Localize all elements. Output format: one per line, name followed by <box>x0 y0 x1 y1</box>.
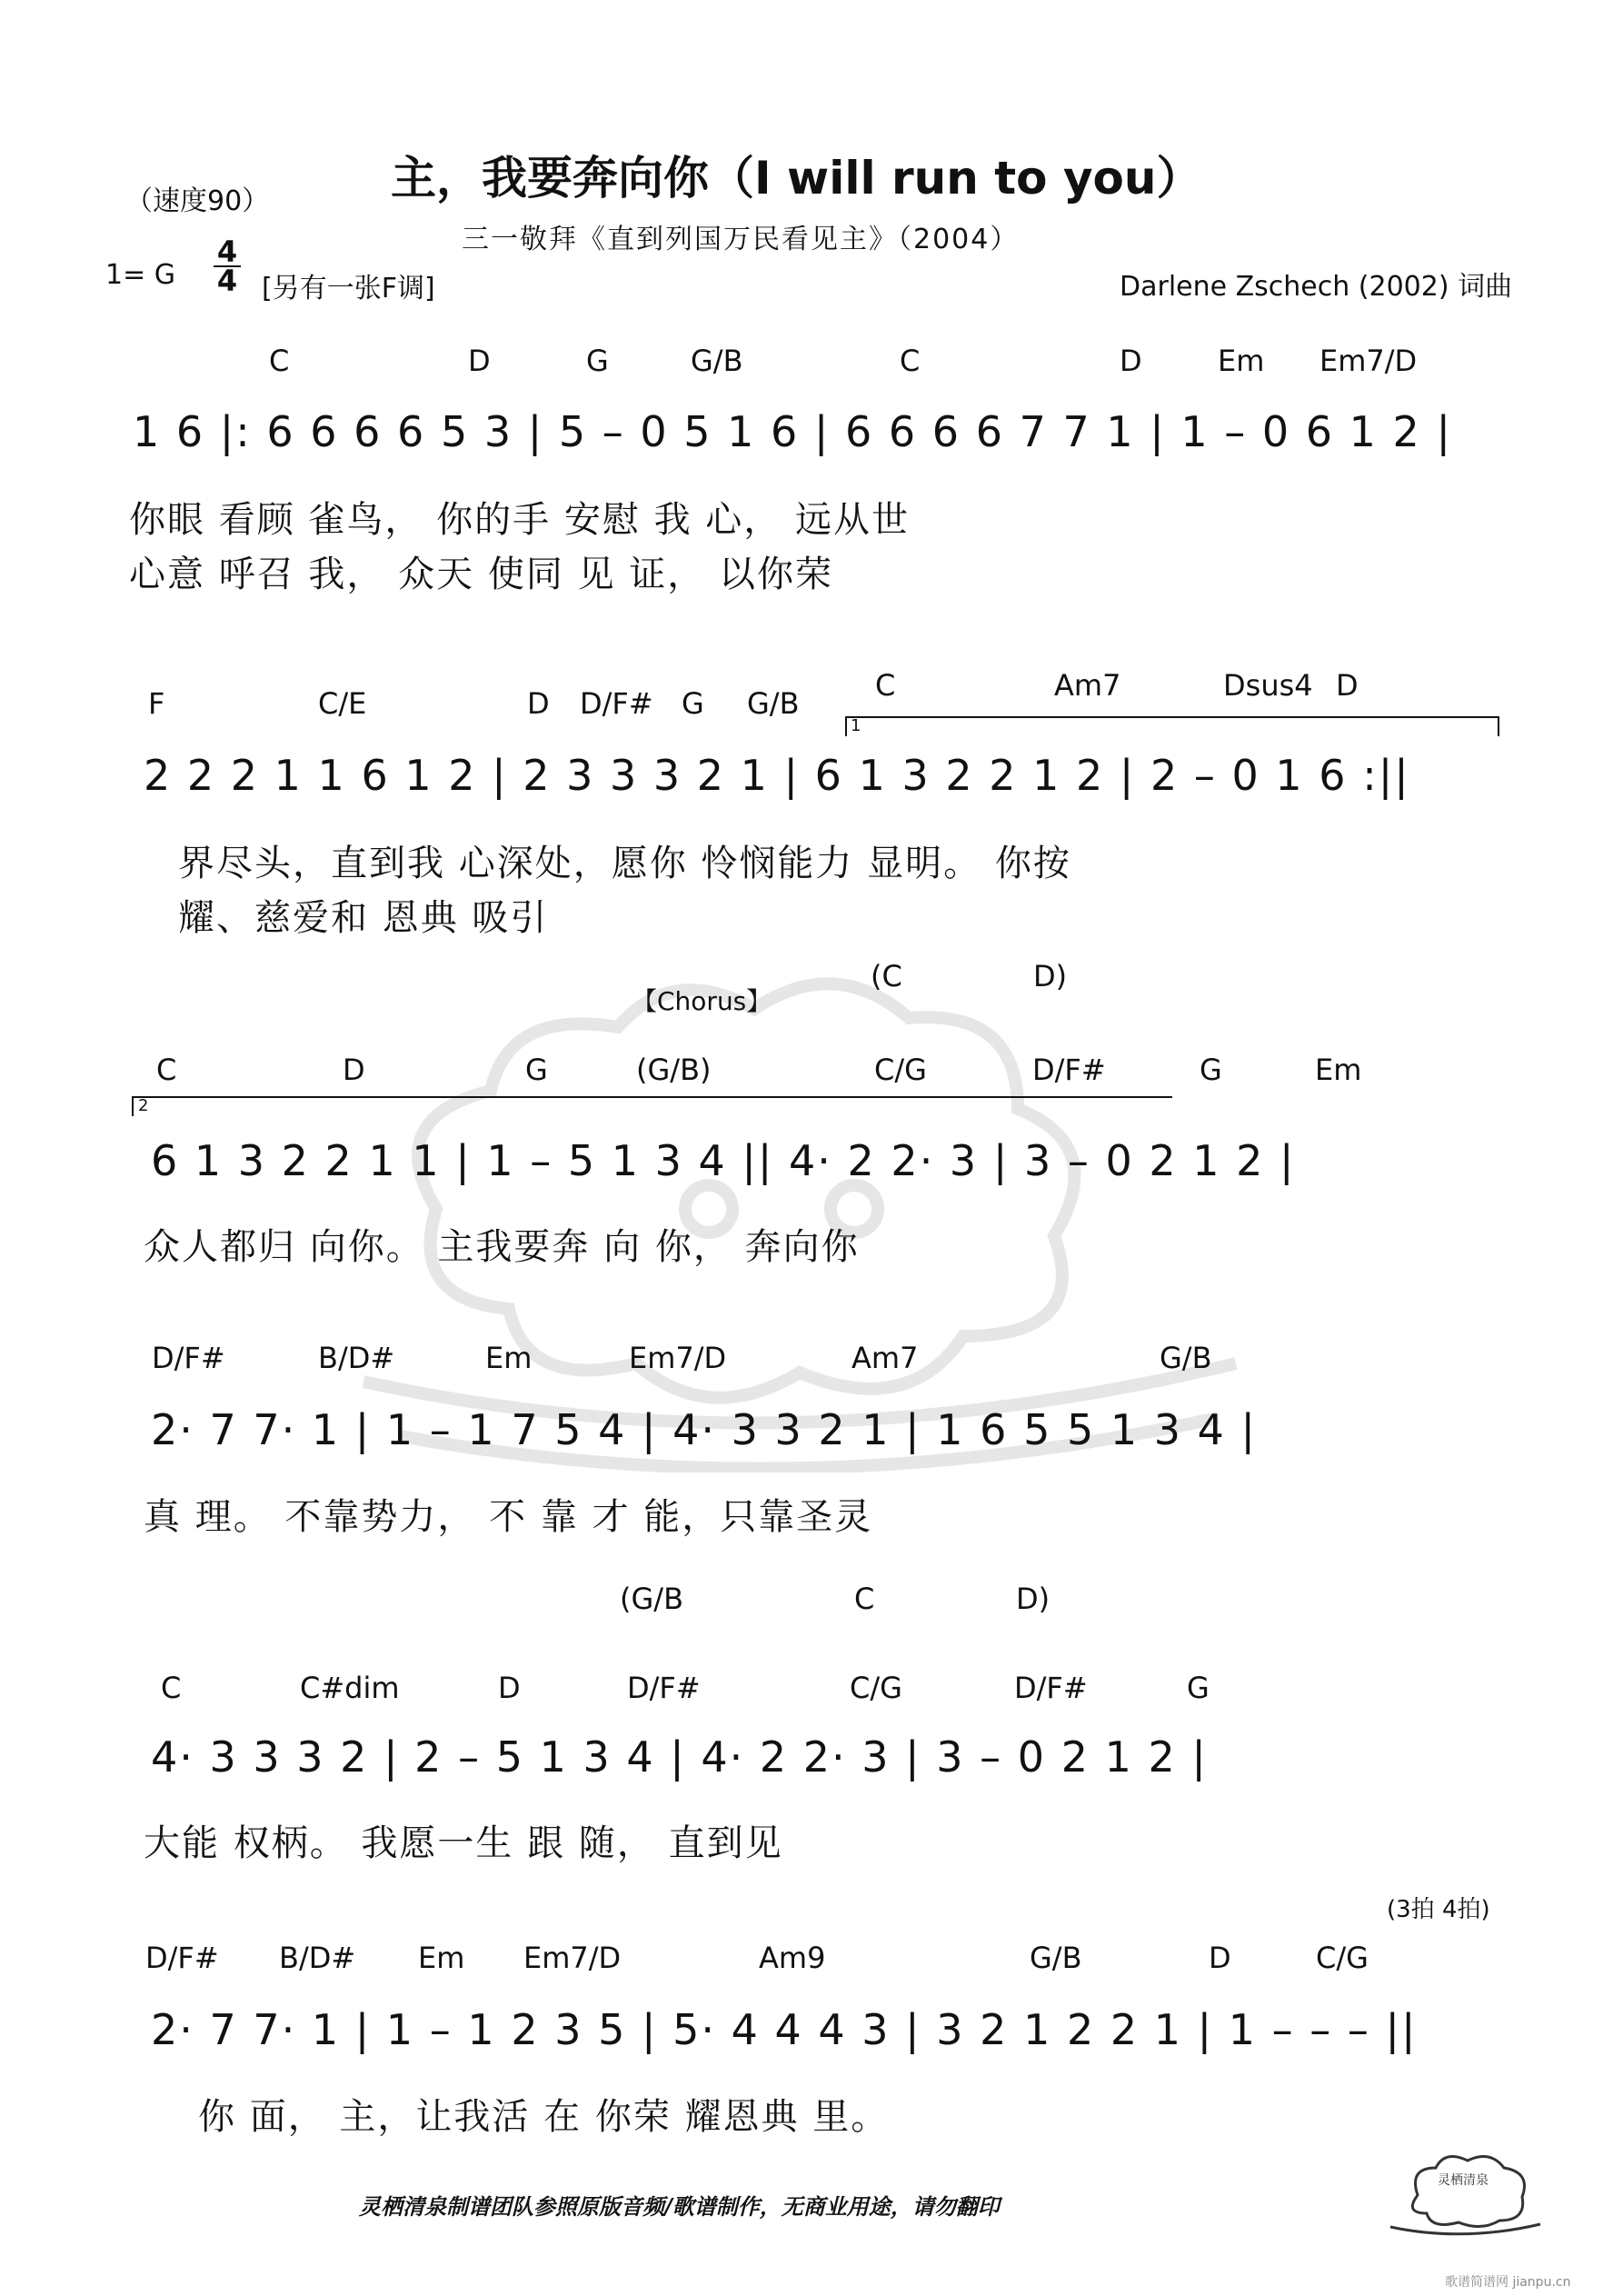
chord: Em <box>1218 344 1265 378</box>
chord: D/F# <box>580 686 653 721</box>
chord: Em7/D <box>629 1341 727 1375</box>
song-title: 主，我要奔向你（I will run to you） <box>391 152 1202 205</box>
volta-bracket-edge <box>845 716 847 736</box>
notation-line: 4· 3 3 3 2 | 2 – 5 1 3 4 | 4· 2 2· 3 | 3 – 0 2 1 2 | <box>151 1732 1208 1782</box>
notation-line: 2 2 2 1 1 6 1 2 | 2 3 3 3 2 1 | 6 1 3 2 2 1 2 | 2 – 0 1 6 :|| <box>144 751 1410 800</box>
watermark-sheep-icon <box>327 909 1281 1472</box>
chord: D <box>468 344 491 378</box>
chord: D/F# <box>145 1941 219 1975</box>
chord: C#dim <box>300 1671 400 1705</box>
lyrics-chorus: 真 理。 不靠势力， 不 靠 才 能，只靠圣灵 <box>144 1496 873 1538</box>
time-bottom: 4 <box>214 265 241 294</box>
chord: C/G <box>874 1053 927 1087</box>
notation-line: 1 6 |: 6 6 6 6 5 3 | 5 – 0 5 1 6 | 6 6 6 6 7 7 1 | 1 – 0 6 1 2 | <box>133 407 1452 456</box>
chord: G <box>682 686 704 721</box>
chord: Am7 <box>851 1341 919 1375</box>
notation-line: 2· 7 7· 1 | 1 – 1 2 3 5 | 5· 4 4 4 3 | 3 2 1 2 2 1 | 1 – – – || <box>151 2005 1418 2054</box>
lyrics-verse-1: 界尽头，直到我 心深处，愿你 怜悯能力 显明。 你按 <box>178 843 1071 884</box>
chord: C <box>900 344 921 378</box>
section-label: 【Chorus】 <box>632 986 772 1016</box>
chord: D) <box>1033 959 1068 993</box>
chord: G/B <box>1160 1341 1212 1375</box>
chord: D <box>1120 344 1142 378</box>
chord: B/D# <box>279 1941 356 1975</box>
chord: Dsus4 <box>1223 668 1313 703</box>
lyrics-verse-1: 你眼 看顾 雀鸟， 你的手 安慰 我 心， 远从世 <box>129 499 911 541</box>
chord: Em <box>485 1341 533 1375</box>
chord: Am7 <box>1054 668 1121 703</box>
chord: C/G <box>1316 1941 1369 1975</box>
chord: (G/B <box>620 1582 684 1616</box>
sheep-logo-icon <box>1381 2141 1545 2241</box>
alt-key-note: [另有一张F调] <box>262 273 435 304</box>
lyrics-chorus: 大能 权柄。 我愿一生 跟 随， 直到见 <box>144 1822 783 1864</box>
chord: C <box>875 668 896 703</box>
notation-line: 2· 7 7· 1 | 1 – 1 7 5 4 | 4· 3 3 2 1 | 1 6 5 5 1 3 4 | <box>151 1405 1258 1454</box>
chord: D <box>1336 668 1359 703</box>
lyrics-chorus: 你 面， 主，让我活 在 你荣 耀恩典 里。 <box>198 2096 890 2138</box>
chord: F <box>148 686 165 721</box>
chord: D/F# <box>1032 1053 1106 1087</box>
chord: C/E <box>318 686 367 721</box>
chord: C/G <box>850 1671 902 1705</box>
chord: D <box>527 686 550 721</box>
album-source: 三一敬拜《直到列国万民看见主》（2004） <box>462 224 1020 255</box>
volta-bracket-edge <box>132 1096 134 1116</box>
chord: D/F# <box>152 1341 225 1375</box>
chord: (G/B) <box>636 1053 712 1087</box>
volta-number: 2 <box>138 1096 149 1115</box>
chord: G <box>586 344 609 378</box>
chord: (C <box>871 959 902 993</box>
volta-bracket-edge <box>1498 716 1499 736</box>
chord: D) <box>1016 1582 1050 1616</box>
composer-credit: Darlene Zschech (2002) 词曲 <box>1120 271 1513 303</box>
beat-note: (3拍 4拍) <box>1387 1896 1490 1923</box>
chord: D <box>498 1671 521 1705</box>
volta-bracket-1 <box>845 716 1499 718</box>
chord: Em <box>418 1941 465 1975</box>
key-signature: 1= G <box>105 259 176 291</box>
chord: Am9 <box>759 1941 826 1975</box>
chord: Em7/D <box>523 1941 622 1975</box>
chord: C <box>854 1582 875 1616</box>
chord: D <box>1209 1941 1231 1975</box>
chord: D <box>343 1053 365 1087</box>
chord: C <box>269 344 290 378</box>
lyrics-verse-2: 耀、慈爱和 恩典 吸引 <box>178 897 549 939</box>
chord: Em <box>1315 1053 1362 1087</box>
volta-number: 1 <box>851 716 861 735</box>
time-top: 4 <box>216 235 238 269</box>
chord: D/F# <box>627 1671 701 1705</box>
notation-line: 6 1 3 2 2 1 1 | 1 – 5 1 3 4 || 4· 2 2· 3 | 3 – 0 2 1 2 | <box>151 1136 1296 1185</box>
chord: G/B <box>691 344 743 378</box>
footer-credit: 灵栖清泉制谱团队参照原版音频/歌谱制作，无商业用途，请勿翻印 <box>359 2193 1000 2220</box>
lyrics-chorus: 众人都归 向你。 主我要奔 向 你， 奔向你 <box>144 1226 860 1268</box>
chord: Em7/D <box>1319 344 1418 378</box>
site-watermark: 歌谱简谱网 jianpu.cn <box>1445 2275 1571 2290</box>
volta-bracket-2 <box>132 1096 1172 1098</box>
tempo-marking: （速度90） <box>125 185 270 217</box>
chord: D/F# <box>1014 1671 1088 1705</box>
chord: G <box>1187 1671 1210 1705</box>
time-signature <box>214 235 241 298</box>
lyrics-verse-2: 心意 呼召 我， 众天 使同 见 证， 以你荣 <box>129 554 834 595</box>
chord: C <box>161 1671 182 1705</box>
chord: G/B <box>1030 1941 1082 1975</box>
logo-text: 灵栖清泉 <box>1438 2172 1489 2187</box>
chord: G <box>525 1053 548 1087</box>
chord: B/D# <box>318 1341 395 1375</box>
chord: C <box>156 1053 177 1087</box>
chord: G <box>1200 1053 1222 1087</box>
chord: G/B <box>747 686 800 721</box>
